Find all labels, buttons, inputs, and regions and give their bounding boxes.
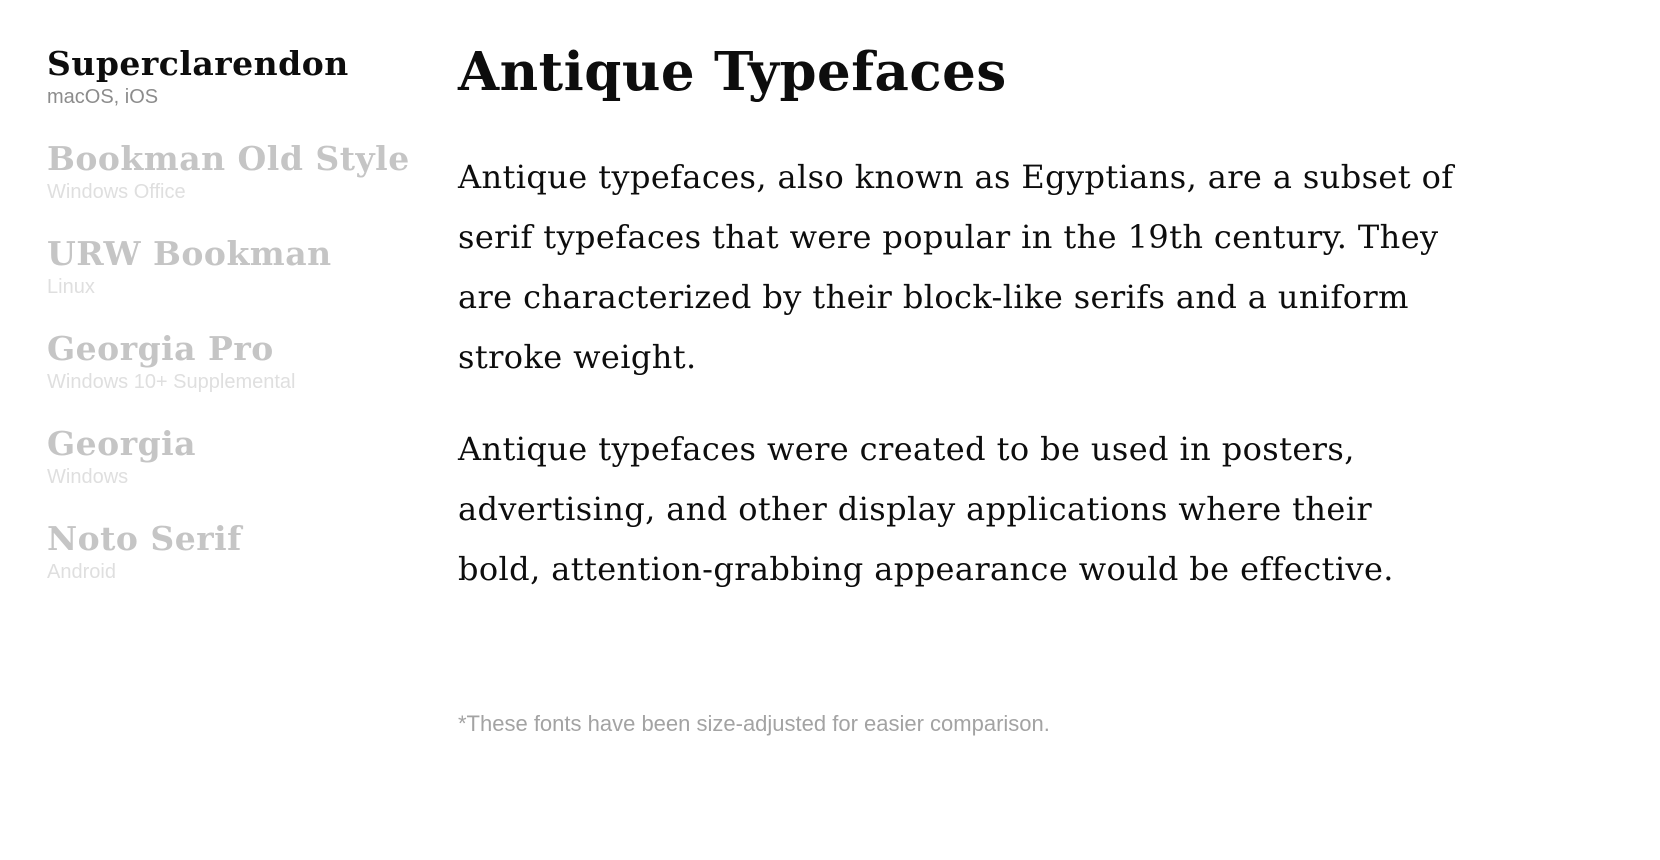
font-list-item-georgia-pro[interactable] [47, 329, 440, 395]
font-name-label: URW Bookman [47, 234, 332, 273]
font-list-item-georgia[interactable] [47, 424, 440, 490]
font-platform-label: Windows [47, 466, 129, 488]
size-adjusted-footnote: *These fonts have been size-adjusted for easier comparison. [458, 710, 1050, 736]
font-name-label: Georgia Pro [47, 329, 274, 368]
font-name-label: Superclarendon [47, 44, 349, 83]
font-preview-panel [440, 0, 1620, 860]
font-name-label: Georgia [47, 424, 197, 463]
font-name-label: Noto Serif [47, 519, 242, 558]
font-list-item-superclarendon[interactable] [47, 44, 440, 110]
font-platform-label: Linux [47, 276, 95, 298]
preview-paragraph-1: Antique typefaces, also known as Egyptians, are a subset of serif typefaces that were popular in the 19th century. They are characterized by their block-like serifs and a uniform stroke weight. [458, 157, 1454, 376]
font-platform-label: Android [47, 561, 116, 583]
font-list-item-urw-bookman[interactable] [47, 234, 440, 300]
font-platform-label: Windows Office [47, 181, 186, 203]
preview-heading: Antique Typefaces [458, 41, 1007, 103]
font-platform-label: macOS, iOS [47, 86, 159, 108]
preview-paragraph-2: Antique typefaces were created to be used in posters, advertising, and other display applications where their bold, attention-grabbing appearance would be effective. [458, 429, 1394, 588]
font-list-sidebar [0, 0, 440, 860]
font-list-item-bookman-old-style[interactable] [47, 139, 440, 205]
font-platform-label: Windows 10+ Supplemental [47, 371, 296, 393]
font-list-item-noto-serif[interactable] [47, 519, 440, 585]
font-name-label: Bookman Old Style [47, 139, 410, 178]
